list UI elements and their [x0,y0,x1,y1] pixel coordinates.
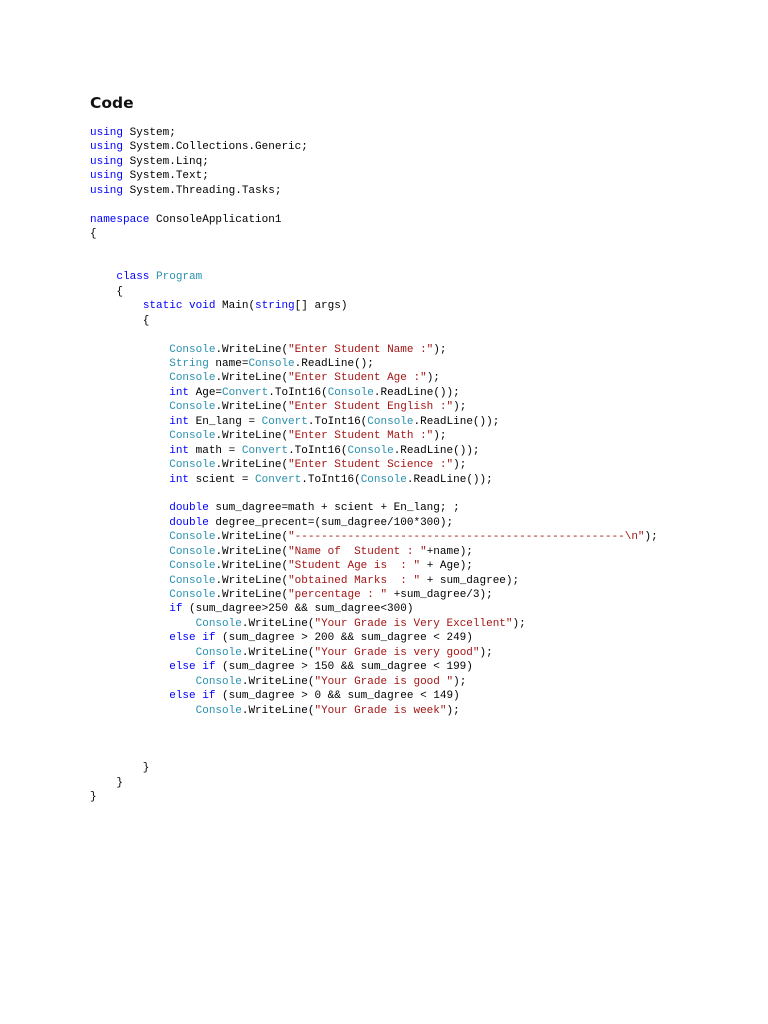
code-blank-line [90,198,730,212]
code-line [90,270,730,284]
code-type-name: Console [169,459,216,472]
code-keyword: using [90,155,124,168]
code-keyword: int [169,444,190,457]
code-text [90,589,169,601]
code-keyword: int [169,473,190,486]
code-text [90,445,169,457]
code-keyword: else [169,661,196,674]
code-text [90,344,169,356]
code-keyword: if [202,632,216,645]
code-text [90,372,169,384]
code-text [90,416,169,428]
code-string-literal: "percentage : " [288,589,388,601]
code-line [90,602,730,616]
code-line [90,155,730,169]
code-text: + sum_dagree); [420,574,520,587]
code-text [90,271,116,283]
code-line [90,314,730,328]
code-text: .WriteLine( [241,675,315,688]
code-keyword: if [169,603,183,616]
code-text [90,546,169,558]
code-text [90,300,143,312]
code-text: +name); [426,545,473,558]
code-line [90,458,730,472]
code-text: [] args) [294,300,348,313]
code-type-name: Console [169,343,216,356]
code-text: ); [512,617,526,630]
code-keyword: using [90,127,124,139]
code-line [90,574,730,588]
code-blank-line [90,487,730,501]
code-type-name: Console [347,444,394,457]
code-text: (sum_dagree>250 && sum_dagree<300) [182,603,414,616]
code-line [90,761,730,775]
code-line [90,704,730,718]
code-text: .ReadLine()); [406,473,493,486]
code-type-name: Console [169,560,216,573]
code-keyword: using [90,141,124,154]
code-line [90,689,730,703]
code-line [90,126,730,140]
code-line [90,790,730,804]
code-line [90,660,730,674]
code-text: .ReadLine(); [294,358,374,370]
code-text [90,575,169,587]
code-text [90,459,169,471]
code-line [90,501,730,515]
code-blank-line [90,747,730,761]
code-text: { [90,285,124,298]
code-line [90,444,730,458]
code-line [90,545,730,559]
code-text: scient = [189,473,256,486]
code-line [90,646,730,660]
code-text: .WriteLine( [215,560,289,573]
code-text [90,618,196,630]
code-text: .WriteLine( [215,459,289,472]
code-string-literal: "--------------------------------------------------\n" [288,531,645,544]
code-text: math = [189,444,242,457]
code-type-name: Console [169,372,216,385]
code-text: name= [208,358,249,370]
code-keyword: namespace [90,213,150,226]
code-type-name: Console [360,473,407,486]
code-line [90,371,730,385]
code-keyword: using [90,170,124,183]
code-type-name: Console [169,574,216,587]
code-text: .WriteLine( [215,343,289,356]
code-text: System.Collections.Generic; [123,141,308,154]
code-type-name: Console [169,589,216,601]
code-string-literal: "Your Grade is week" [314,704,447,717]
code-text [90,358,169,370]
code-text: .ToInt16( [268,386,328,399]
code-text: En_lang = [189,415,262,428]
code-line [90,184,730,198]
code-text: .ReadLine()); [373,386,460,399]
code-text: .WriteLine( [241,617,315,630]
code-line [90,343,730,357]
code-type-name: Console [327,386,374,399]
code-text: .WriteLine( [215,589,289,601]
code-text: (sum_dagree > 150 && sum_dagree < 199) [215,661,473,674]
code-line [90,675,730,689]
code-text: ); [426,372,440,385]
code-text [90,430,169,442]
code-keyword: int [169,415,190,428]
code-type-name: Console [169,430,216,443]
code-text: System.Text; [123,170,209,183]
code-keyword: using [90,184,124,197]
code-line [90,559,730,573]
code-line [90,588,730,602]
code-text: .WriteLine( [215,531,289,544]
code-text: Main( [215,300,256,313]
code-string-literal: "Name of Student : " [288,545,427,558]
code-text: { [90,228,97,241]
code-line [90,631,730,645]
code-string-literal: "Enter Student Name :" [288,343,434,356]
code-type-name: Console [195,704,242,717]
code-keyword: double [169,502,209,515]
code-string-literal: "Enter Student Math :" [288,430,434,443]
code-line [90,776,730,790]
code-line [90,357,730,371]
code-line [90,400,730,414]
code-text: +sum_dagree/3); [387,589,493,601]
code-text: .WriteLine( [241,646,315,659]
code-type-name: Console [195,617,242,630]
code-line [90,169,730,183]
code-line [90,429,730,443]
code-text: } [90,791,97,804]
code-text: ); [644,531,658,544]
code-text: .ReadLine()); [393,444,480,457]
code-line [90,530,730,544]
code-string-literal: "Your Grade is good " [314,675,454,688]
code-keyword: if [202,661,216,674]
code-text: ); [453,675,467,688]
code-string-literal: "Student Age is : " [288,560,421,573]
code-line [90,516,730,530]
code-text [90,661,169,673]
code-text: ); [433,430,447,443]
code-string-literal: "Enter Student Age :" [288,372,427,385]
code-blank-line [90,718,730,732]
code-text: (sum_dagree > 200 && sum_dagree < 249) [215,632,473,645]
code-keyword: class [116,271,150,284]
code-listing [90,126,730,805]
code-text [90,502,169,514]
code-text: .WriteLine( [215,401,289,414]
code-line [90,386,730,400]
code-text: .WriteLine( [241,704,315,717]
code-text: degree_precent=(sum_dagree/100*300); [208,516,454,529]
code-line [90,140,730,154]
code-text: + Age); [420,560,473,573]
code-text [90,387,169,399]
code-line [90,285,730,299]
code-line [90,415,730,429]
code-string-literal: "Your Grade is Very Excellent" [314,617,513,630]
code-keyword: if [202,690,216,703]
code-type-name: Convert [255,473,302,486]
code-text: ); [433,343,447,356]
code-type-name: String [169,358,209,370]
code-text: { [90,314,150,327]
code-text [90,531,169,543]
code-line [90,213,730,227]
code-keyword: void [189,300,216,313]
code-text: .WriteLine( [215,372,289,385]
code-text [90,517,169,529]
code-string-literal: "obtained Marks : " [288,574,421,587]
code-text: (sum_dagree > 0 && sum_dagree < 149) [215,690,460,703]
code-text [90,705,196,717]
code-line [90,617,730,631]
code-text: .ToInt16( [288,444,348,457]
code-text [90,474,169,486]
code-blank-line [90,256,730,270]
code-text: ); [479,646,493,659]
code-type-name: Console [169,531,216,544]
code-blank-line [90,328,730,342]
code-text: System.Threading.Tasks; [123,184,282,197]
code-type-name: Console [195,646,242,659]
code-text: System.Linq; [123,155,209,168]
code-text [90,603,169,615]
code-text: Age= [189,386,223,399]
code-string-literal: "Enter Student English :" [288,401,454,414]
code-text: ); [453,401,467,414]
code-type-name: Program [156,271,203,284]
code-text: .WriteLine( [215,430,289,443]
code-text: .WriteLine( [215,574,289,587]
code-keyword: else [169,690,196,703]
code-blank-line [90,242,730,256]
code-text: ConsoleApplication1 [149,213,282,226]
code-text [90,647,196,659]
code-type-name: Console [169,401,216,414]
code-line [90,227,730,241]
code-type-name: Console [367,415,414,428]
code-text [90,690,169,702]
page-title: Code [90,94,134,112]
code-text: .ToInt16( [301,473,361,486]
code-text [90,632,169,644]
code-text: } [90,762,150,775]
code-text: ); [446,704,460,717]
code-keyword: double [169,516,209,529]
code-line [90,299,730,313]
code-line [90,473,730,487]
code-type-name: Convert [261,415,308,428]
code-text [90,676,196,688]
code-type-name: Console [169,545,216,558]
code-type-name: Console [248,358,295,370]
code-string-literal: "Enter Student Science :" [288,459,454,472]
code-keyword: int [169,386,190,399]
code-text: System; [123,127,176,139]
code-text: .ToInt16( [307,415,368,428]
code-text: .WriteLine( [215,545,289,558]
code-keyword: string [255,300,295,313]
code-keyword: static [142,300,183,313]
code-text: sum_dagree=math + scient + En_lang; ; [208,502,460,515]
code-blank-line [90,732,730,746]
code-string-literal: "Your Grade is very good" [314,646,480,659]
code-text [90,560,169,572]
code-text [90,401,169,413]
code-keyword: else [169,632,196,645]
code-type-name: Convert [241,444,289,457]
code-text: ); [453,459,467,472]
code-type-name: Console [195,675,242,688]
code-text: } [90,776,124,789]
code-text: .ReadLine()); [413,415,500,428]
code-type-name: Convert [222,386,269,399]
